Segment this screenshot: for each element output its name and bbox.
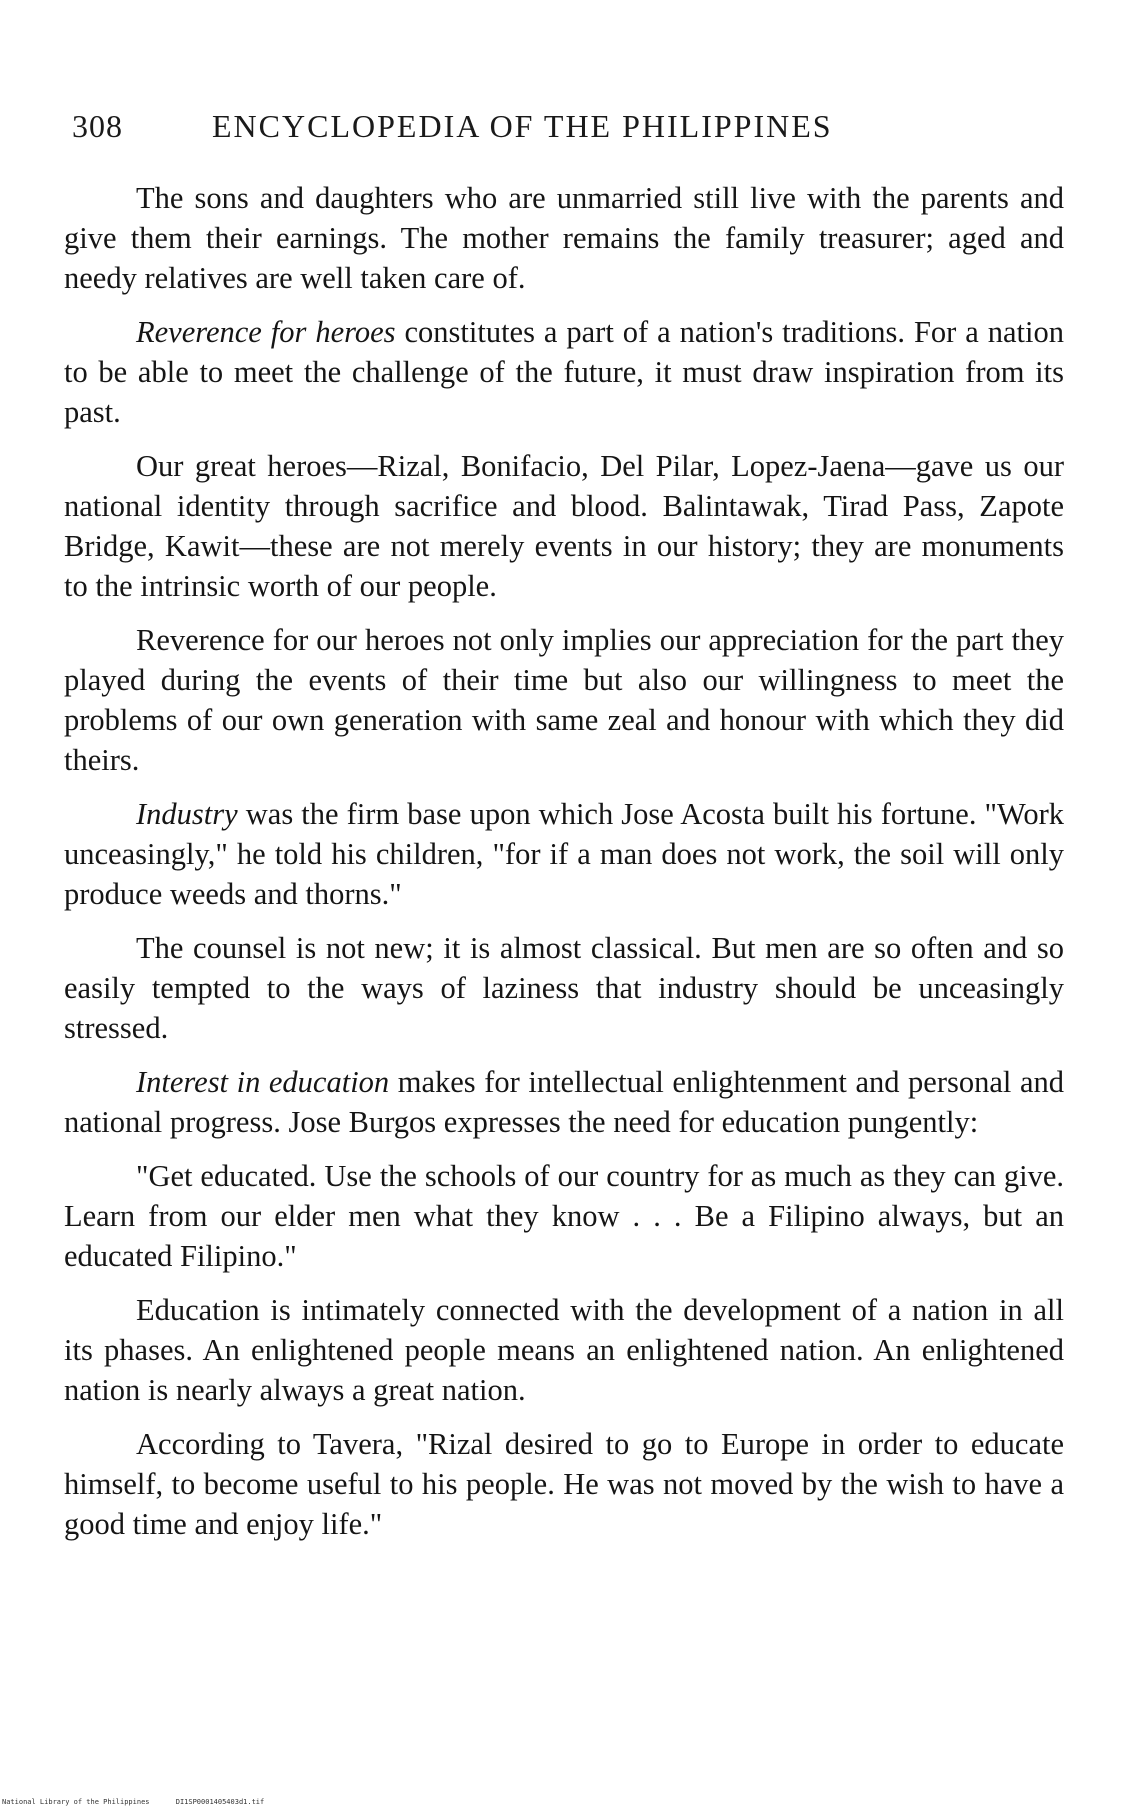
paragraph-counsel [64, 928, 1064, 1048]
italic-lead: Reverence for heroes [136, 315, 396, 349]
paragraph-text: constitutes a part of a nation's traditions. For a nation to be able to meet the challenge of the future, it must draw inspiration from its past. [64, 315, 1064, 429]
running-head [72, 108, 1062, 148]
footer-file-id: DI1SP0001405403d1.tif [175, 1798, 265, 1806]
running-title: ENCYCLOPEDIA OF THE PHILIPPINES [212, 108, 833, 144]
paragraph-text: Reverence for our heroes not only implies our appreciation for the part they played during the events of their time but also our willingness to meet the problems of our own generation with same zeal and honour with which they did theirs. [64, 623, 1064, 777]
scan-footer [2, 1798, 286, 1806]
paragraph-great-heroes [64, 446, 1064, 606]
paragraph-text: Our great heroes—Rizal, Bonifacio, Del Pilar, Lopez-Jaena—gave us our national identity through sacrifice and blood. Balintawak, Tirad Pass, Zapote Bridge, Kawit—these are not merely events in our history; they are monuments to the intrinsic worth of our people. [64, 449, 1064, 603]
paragraph-interest-in-education [64, 1062, 1064, 1142]
paragraph-text: Education is intimately connected with the development of a nation in all its phases. An enlightened people means an enlightened nation. An enlightened nation is nearly always a great nation. [64, 1293, 1064, 1407]
italic-lead: Industry [136, 797, 238, 831]
paragraph-text: makes for intellectual enlightenment and personal and national progress. Jose Burgos expresses the need for education pungently: [64, 1065, 1064, 1139]
footer-library: National Library of the Philippines [2, 1798, 150, 1806]
paragraph-reverence-for-heroes [64, 312, 1064, 432]
paragraph-tavera [64, 1424, 1064, 1544]
paragraph-education-development [64, 1290, 1064, 1410]
paragraph-text: "Get educated. Use the schools of our country for as much as they can give. Learn from our elder men what they know . . . Be a Filipino always, but an educated Filipino." [64, 1159, 1064, 1273]
italic-lead: Interest in education [136, 1065, 390, 1099]
paragraph-reverence-implies [64, 620, 1064, 780]
paragraph-text: was the firm base upon which Jose Acosta built his fortune. "Work unceasingly," he told his children, "for if a man does not work, the soil will only produce weeds and thorns." [64, 797, 1064, 911]
paragraph-industry [64, 794, 1064, 914]
paragraph-text: According to Tavera, "Rizal desired to go to Europe in order to educate himself, to become useful to his people. He was not moved by the wish to have a good time and enjoy life." [64, 1427, 1064, 1541]
burgos-quote [64, 1156, 1064, 1276]
page-number: 308 [72, 108, 123, 144]
paragraph-text: The sons and daughters who are unmarried still live with the parents and give them their earnings. The mother remains the family treasurer; aged and needy relatives are well taken care of. [64, 181, 1064, 295]
body-text [64, 178, 1064, 1544]
paragraph-family-support [64, 178, 1064, 298]
paragraph-text: The counsel is not new; it is almost classical. But men are so often and so easily tempted to the ways of laziness that industry should be unceasingly stressed. [64, 931, 1064, 1045]
